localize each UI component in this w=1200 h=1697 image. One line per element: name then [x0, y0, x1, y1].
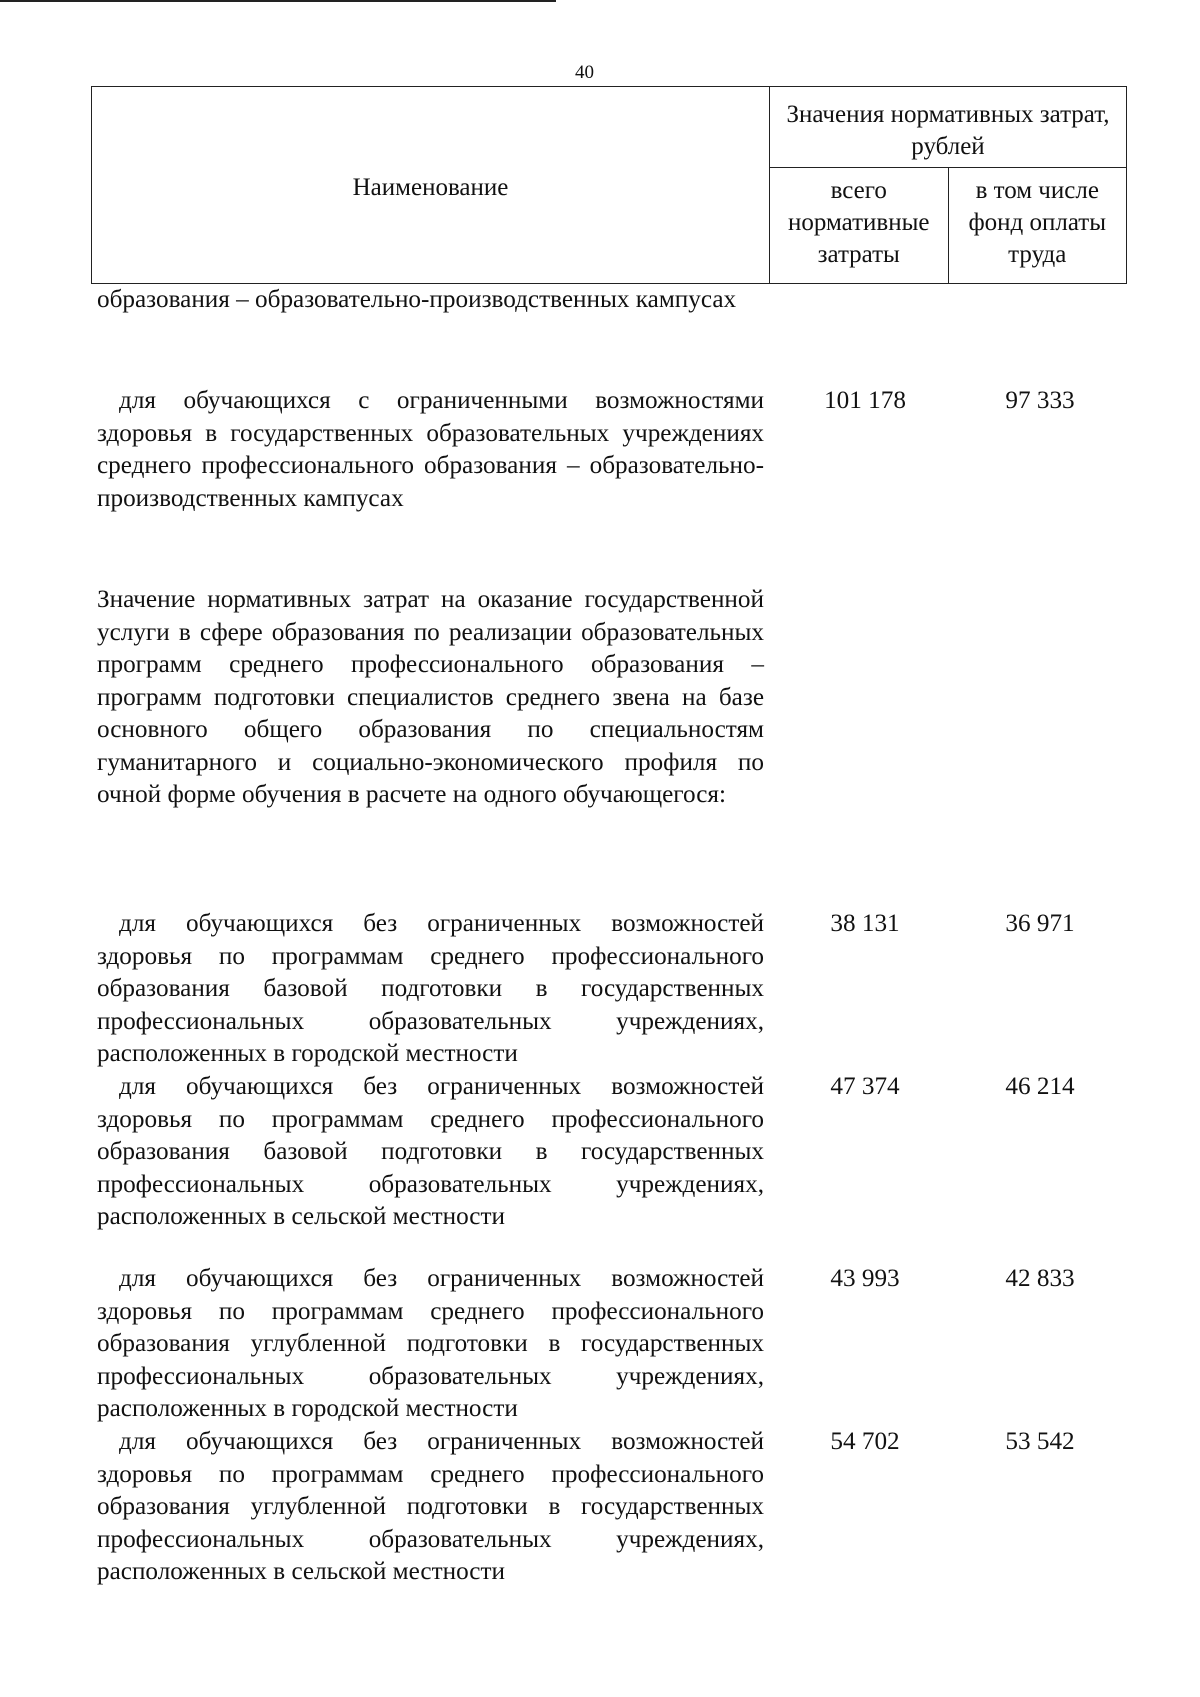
- header-name-cell: [92, 87, 770, 284]
- row-total-costs: 38 131: [830, 910, 900, 937]
- row-total-costs: 43 993: [830, 1265, 900, 1292]
- row-total-costs: 47 374: [830, 1073, 900, 1100]
- row-description: образования – образовательно-производственных кампусах: [97, 286, 737, 313]
- top-border-line: [0, 0, 556, 2]
- header-total-costs: всего нормативные затраты: [788, 177, 930, 268]
- header-values-group-cell: [770, 87, 1127, 168]
- header-values-group: Значения нормативных затрат, рублей: [786, 101, 1110, 160]
- header-name: Наименование: [352, 174, 509, 201]
- row-description: для обучающихся без ограниченных возможностей здоровья по программам среднего профессионального образования углубленной подготовки в государственных профессиональных образовательных учреждениях, расположенных в городской местности: [97, 1265, 764, 1422]
- row-wage-fund: 46 214: [1005, 1073, 1075, 1100]
- row-wage-fund: 36 971: [1005, 910, 1075, 937]
- row-description: для обучающихся без ограниченных возможностей здоровья по программам среднего профессионального образования углубленной подготовки в государственных профессиональных образовательных учреждениях, расположенных в сельской местности: [97, 1428, 764, 1585]
- row-total-costs: 101 178: [824, 387, 906, 414]
- row-wage-fund: 42 833: [1005, 1265, 1075, 1292]
- row-description: для обучающихся с ограниченными возможностями здоровья в государственных образовательных учреждениях среднего профессионального образования – образовательно-производственных кампусах: [97, 387, 764, 512]
- table-header: [91, 86, 1127, 284]
- row-wage-fund: 97 333: [1005, 387, 1075, 414]
- section-description: Значение нормативных затрат на оказание государственной услуги в сфере образования по реализации образовательных программ среднего профессионального образования – программ подготовки специалистов среднего звена на базе основного общего образования по специальностям гуманитарного и социально-экономического профиля по очной форме обучения в расчете на одного обучающегося:: [97, 586, 764, 808]
- header-total-costs-cell: [770, 168, 949, 284]
- row-total-costs: 54 702: [830, 1428, 900, 1455]
- row-description: для обучающихся без ограниченных возможностей здоровья по программам среднего профессионального образования базовой подготовки в государственных профессиональных образовательных учреждениях, расположенных в городской местности: [97, 910, 764, 1067]
- header-wage-fund-cell: [948, 168, 1127, 284]
- page-number: 40: [575, 62, 594, 83]
- row-wage-fund: 53 542: [1005, 1428, 1075, 1455]
- row-description: для обучающихся без ограниченных возможностей здоровья по программам среднего профессионального образования базовой подготовки в государственных профессиональных образовательных учреждениях, расположенных в сельской местности: [97, 1073, 764, 1230]
- header-wage-fund: в том числе фонд оплаты труда: [968, 177, 1107, 268]
